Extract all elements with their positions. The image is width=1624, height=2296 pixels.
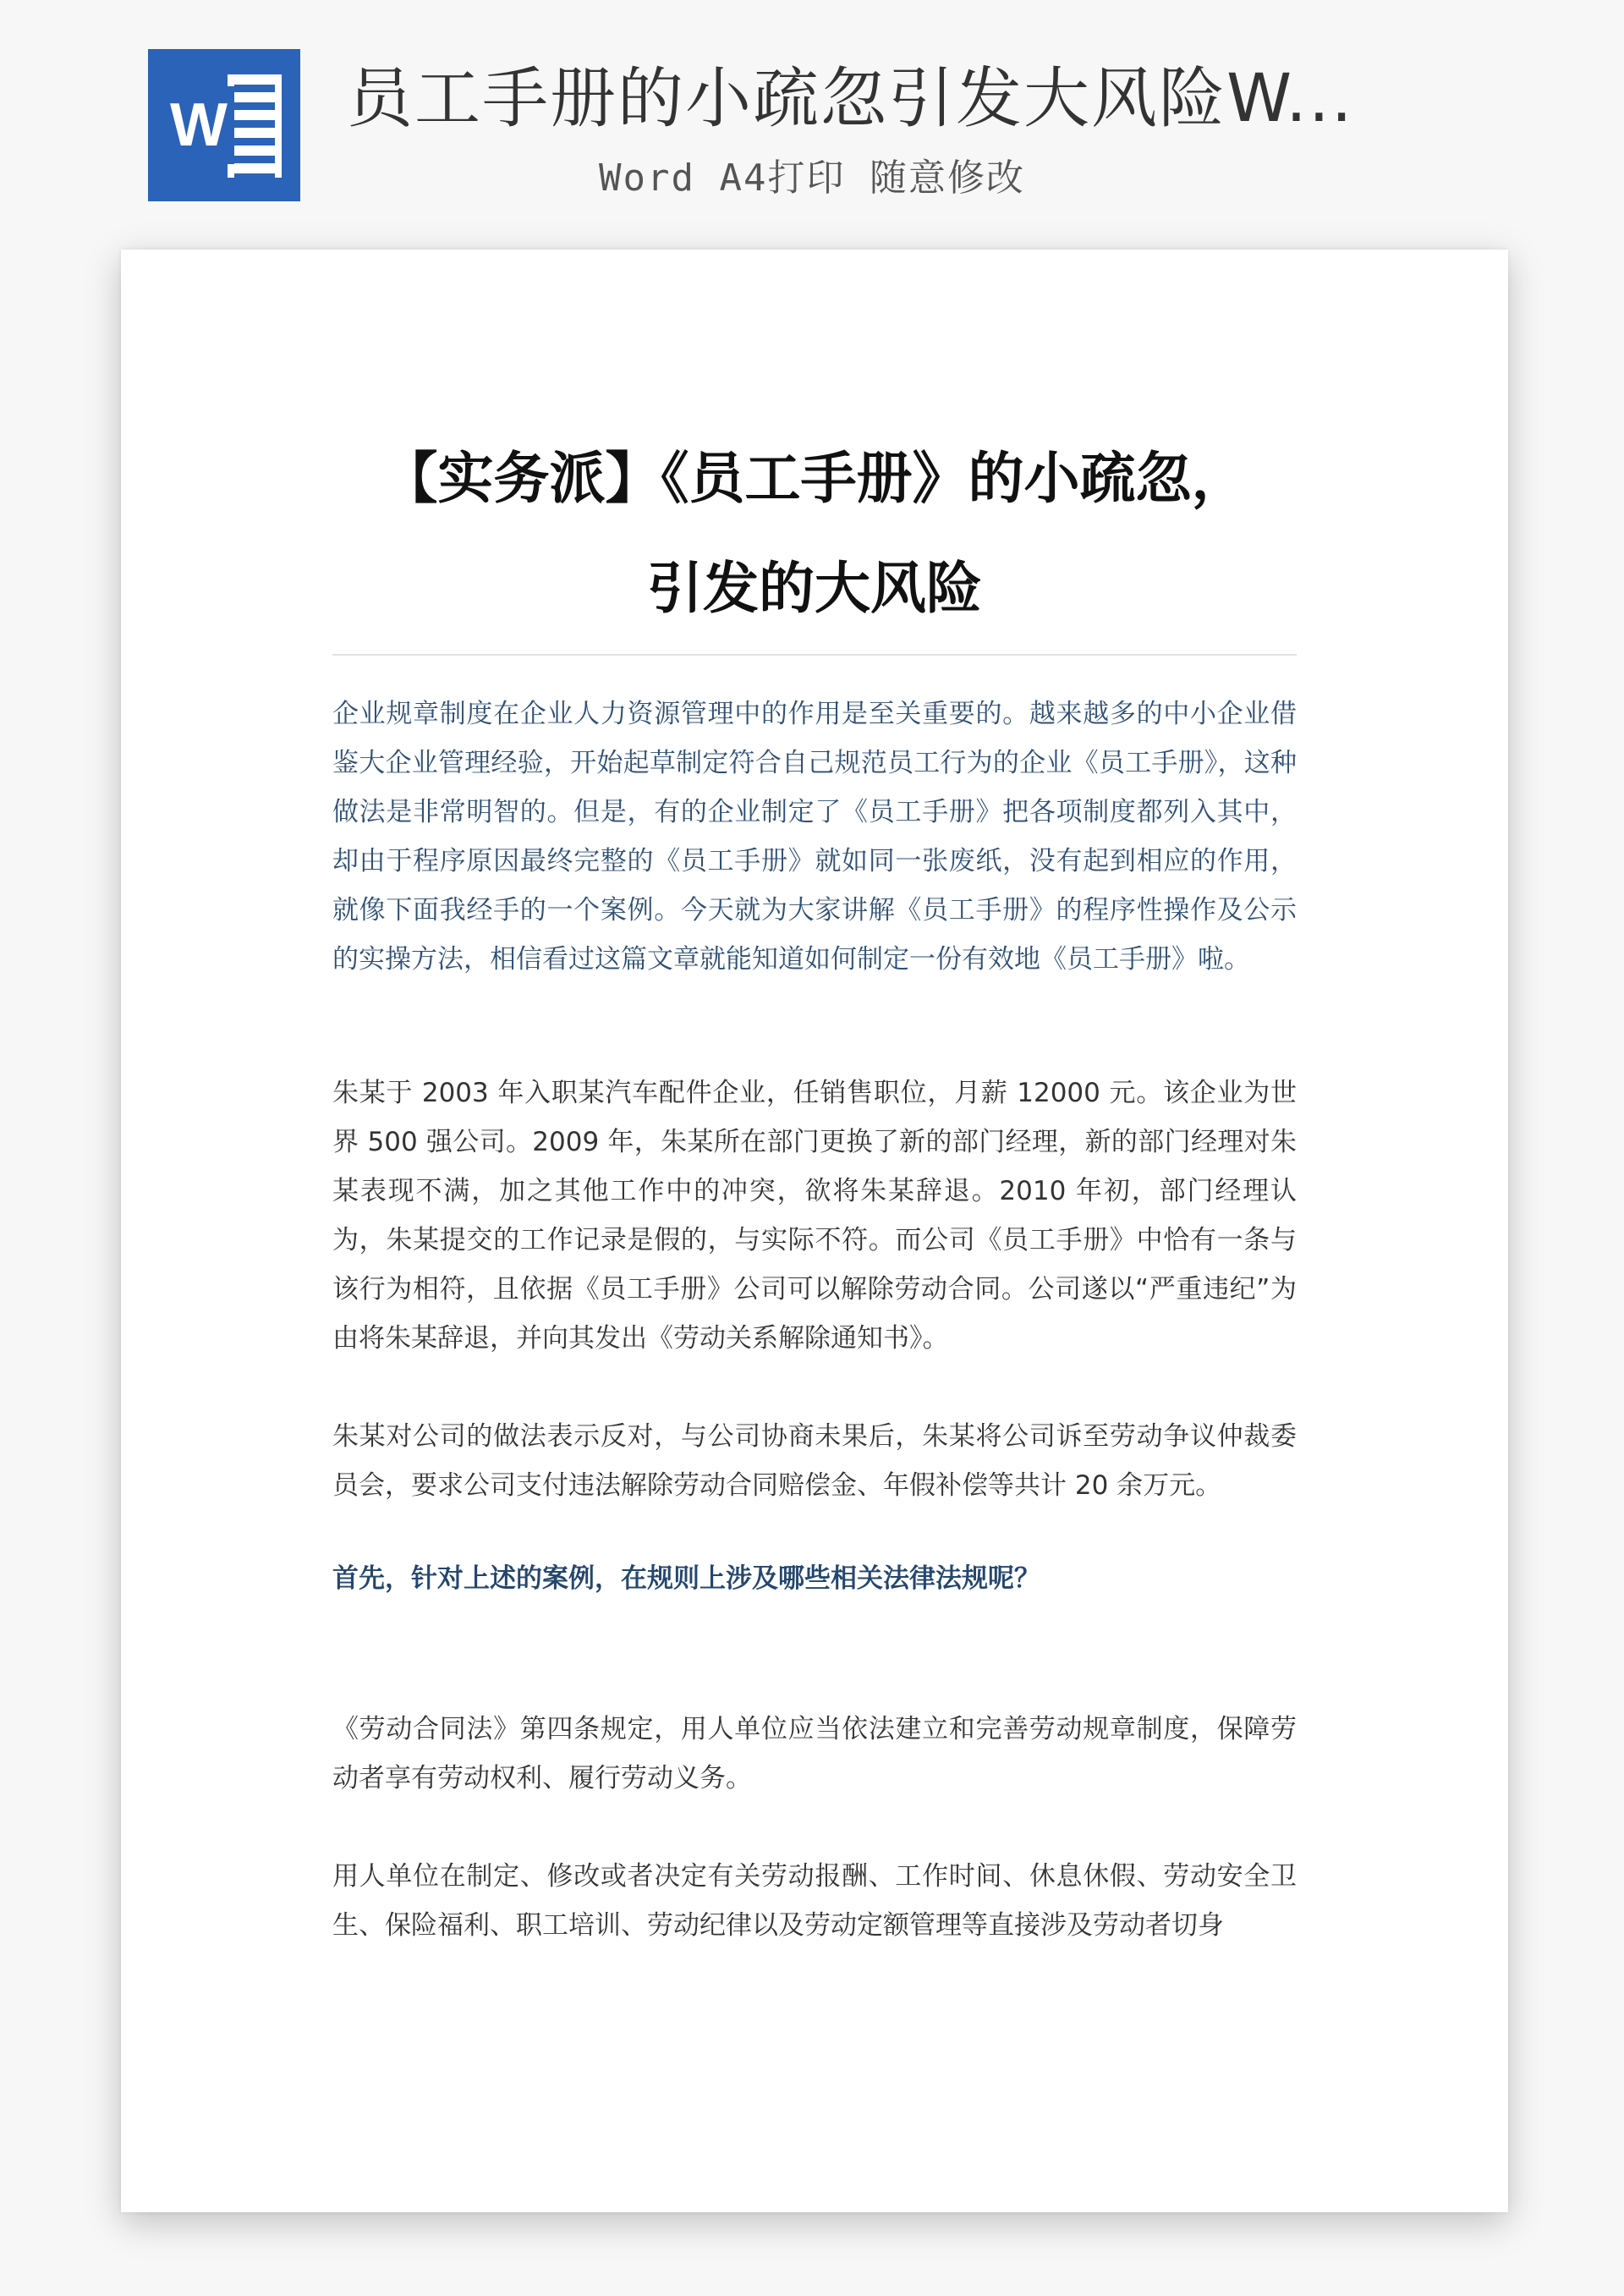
document-file-title: 员工手册的小疏忽引发大风险W... <box>347 61 1354 137</box>
section-heading: 首先，针对上述的案例，在规则上涉及哪些相关法律法规呢？ <box>332 1563 1040 1594</box>
law-paragraph-continued: 用人单位在制定、修改或者决定有关劳动报酬、工作时间、休息休假、劳动安全卫生、保险福利、职工培训、劳动纪律以及劳动定额管理等直接涉及劳动者切身 <box>332 1861 1297 1941</box>
document-header <box>0 0 1624 220</box>
law-paragraph: 《劳动合同法》第四条规定，用人单位应当依法建立和完善劳动规章制度，保障劳动者享有劳动权利、履行劳动义务。 <box>332 1714 1297 1793</box>
case-paragraph: 朱某于 2003 年入职某汽车配件企业，任销售职位，月薪 12000 元。该企业为世界 500 强公司。2009 年，朱某所在部门更换了新的部门经理，新的部门经理对朱某表现不满，加之其他工作中的冲突，欲将朱某辞退。2010 年初，部门经理认为，朱某提交的工作记录是假的，与实际不符。而公司《员工手册》中恰有一条与该行为相符，且依据《员工手册》公司可以解除劳动合同。公司遂以“严重违纪”为由将朱某辞退，并向其发出《劳动关系解除通知书》。 <box>332 1078 1297 1354</box>
article-title <box>121 423 1508 643</box>
dispute-paragraph: 朱某对公司的做法表示反对，与公司协商未果后，朱某将公司诉至劳动争议仲裁委员会，要求公司支付违法解除劳动合同赔偿金、年假补偿等共计 20 余万元。 <box>332 1421 1297 1501</box>
article-body <box>332 689 1297 1950</box>
intro-paragraph: 企业规章制度在企业人力资源管理中的作用是至关重要的。越来越多的中小企业借鉴大企业管理经验，开始起草制定符合自己规范员工行为的企业《员工手册》，这种做法是非常明智的。但是，有的企业制定了《员工手册》把各项制度都列入其中，却由于程序原因最终完整的《员工手册》就如同一张废纸，没有起到相应的作用，就像下面我经手的一个案例。今天就为大家讲解《员工手册》的程序性操作及公示的实操方法，相信看过这篇文章就能知道如何制定一份有效地《员工手册》啦。 <box>332 699 1297 975</box>
title-divider <box>332 654 1297 656</box>
document-page <box>121 250 1508 2212</box>
document-subtitle: Word A4打印 随意修改 <box>599 157 1025 200</box>
article-title-line-1: 【实务派】《员工手册》的小疏忽， <box>381 445 1248 511</box>
word-letter-icon: W <box>163 86 234 164</box>
article-title-line-2: 引发的大风险 <box>647 555 982 621</box>
